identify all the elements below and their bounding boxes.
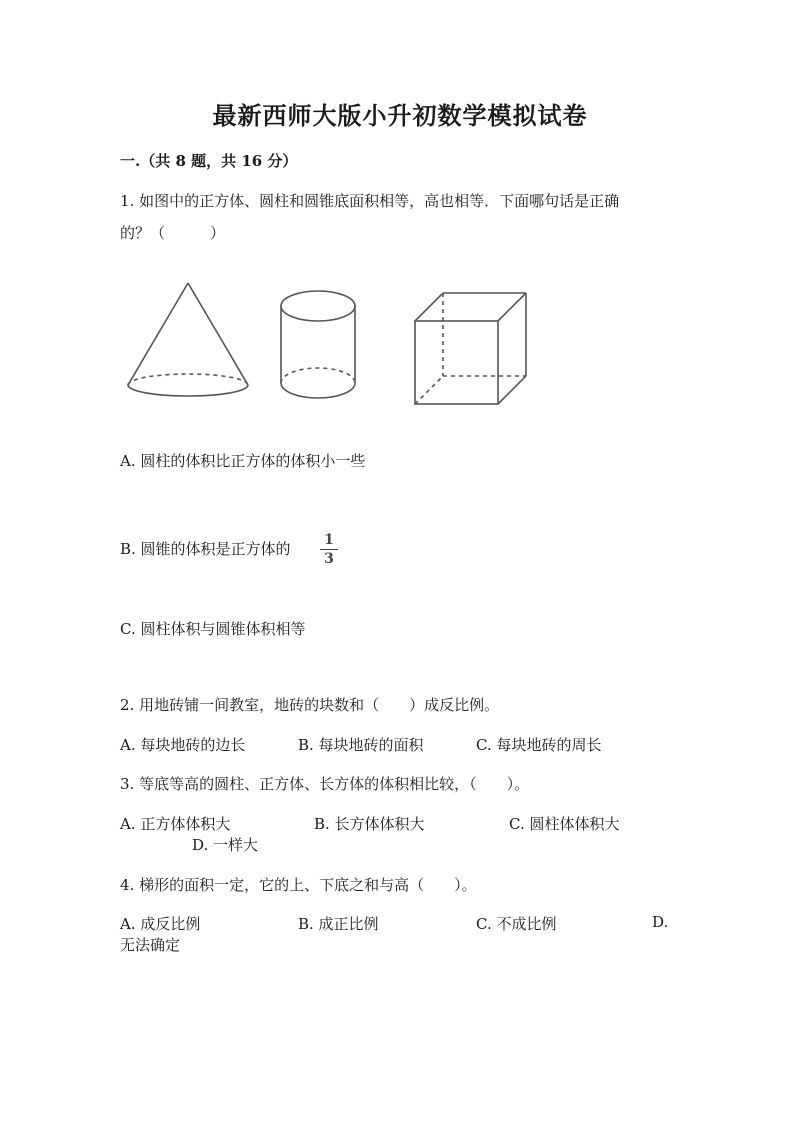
question-1-option-c: C. 圆柱体积与圆锥体积相等	[120, 620, 306, 638]
question-1-option-b: B. 圆锥的体积是正方体的	[120, 540, 291, 558]
question-2-option-b: B. 每块地砖的面积	[298, 736, 424, 754]
question-4-option-d-continued: 无法确定	[120, 936, 181, 954]
question-1-line-2: 的？（ ）	[120, 224, 226, 242]
question-2-option-c: C. 每块地砖的周长	[476, 736, 602, 754]
fraction-one-third	[320, 532, 338, 567]
question-2-option-a: A. 每块地砖的边长	[120, 736, 246, 754]
question-4-text: 4. 梯形的面积一定，它的上、下底之和与高（ ）。	[120, 876, 477, 894]
cylinder-figure	[281, 291, 355, 398]
page-title: 最新西师大版小升初数学模拟试卷	[212, 101, 588, 130]
question-3-option-b: B. 长方体体积大	[314, 815, 425, 833]
question-4-option-b: B. 成正比例	[298, 915, 379, 933]
question-3-option-d: D. 一样大	[192, 836, 259, 854]
question-4-option-a: A. 成反比例	[120, 915, 201, 933]
question-4-option-c: C. 不成比例	[476, 915, 557, 933]
cone-figure	[128, 283, 248, 396]
question-4-option-d: D.	[652, 913, 669, 931]
question-1-option-a: A. 圆柱的体积比正方体的体积小一些	[120, 452, 366, 470]
question-3-text: 3. 等底等高的圆柱、正方体、长方体的体积相比较，（ ）。	[120, 775, 530, 793]
geometry-figures	[120, 275, 540, 410]
cube-figure	[415, 293, 526, 404]
question-3-option-a: A. 正方体体积大	[120, 815, 231, 833]
fraction-numerator: 1	[324, 532, 334, 548]
fraction-denominator: 3	[324, 551, 334, 567]
section-heading: 一.（共 8 题，共 16 分）	[120, 152, 298, 170]
question-2-text: 2. 用地砖铺一间教室，地砖的块数和（ ）成反比例。	[120, 696, 500, 714]
question-1-line-1: 1. 如图中的正方体、圆柱和圆锥底面积相等，高也相等．下面哪句话是正确	[120, 192, 620, 210]
question-3-option-c: C. 圆柱体体积大	[509, 815, 620, 833]
